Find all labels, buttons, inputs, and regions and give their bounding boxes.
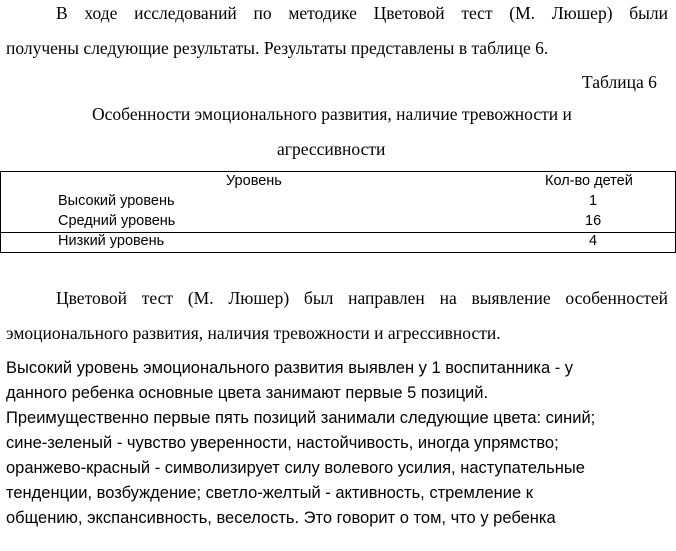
table-title-line-1: Особенности эмоционального развития, наличие тревожности и — [92, 104, 572, 124]
body-p2-line-5: оранжево-красный - символизирует силу волевого усилия, наступательные — [6, 459, 585, 477]
body-p2-line-1: Высокий уровень эмоционального развития выявлен у 1 воспитанника - у — [6, 359, 574, 377]
results-table — [0, 171, 676, 253]
table-row-3-count: 4 — [589, 233, 598, 249]
intro-line-1: В ходе исследований по методике Цветовой тест (М. Люшер) были — [56, 3, 668, 23]
table-bottom-border — [0, 252, 676, 253]
body-p2-line-3: Преимущественно первые пять позиций занимали следующие цвета: синий; — [6, 409, 596, 427]
body-p2-line-2: данного ребенка основные цвета занимают первые 5 позиций. — [6, 384, 489, 402]
table-header-level: Уровень — [226, 173, 282, 189]
table-header-count: Кол-во детей — [545, 173, 633, 189]
table-label: Таблица 6 — [582, 72, 657, 92]
table-row-2-count: 16 — [585, 213, 602, 229]
table-row-1-count: 1 — [589, 193, 598, 209]
body-p1-line-2: эмоционального развития, наличия тревожности и агрессивности. — [6, 323, 501, 343]
body-p1-line-1: Цветовой тест (М. Люшер) был направлен на выявление особенностей — [56, 288, 668, 308]
body-p2-line-7: общению, экспансивность, веселость. Это говорит о том, что у ребенка — [6, 509, 556, 527]
table-row-2-level: Средний уровень — [58, 213, 176, 229]
table-row-3-level: Низкий уровень — [58, 233, 165, 249]
table-title-line-2: агрессивности — [277, 139, 386, 159]
body-p2-line-6: тенденции, возбуждение; светло-желтый - активность, стремление к — [6, 484, 533, 502]
table-left-border — [0, 171, 1, 253]
table-row-1-level: Высокий уровень — [58, 193, 175, 209]
body-p2-line-4: сине-зеленый - чувство уверенности, настойчивость, иногда упрямство; — [6, 434, 559, 452]
intro-line-2: получены следующие результаты. Результаты представлены в таблице 6. — [6, 38, 549, 58]
